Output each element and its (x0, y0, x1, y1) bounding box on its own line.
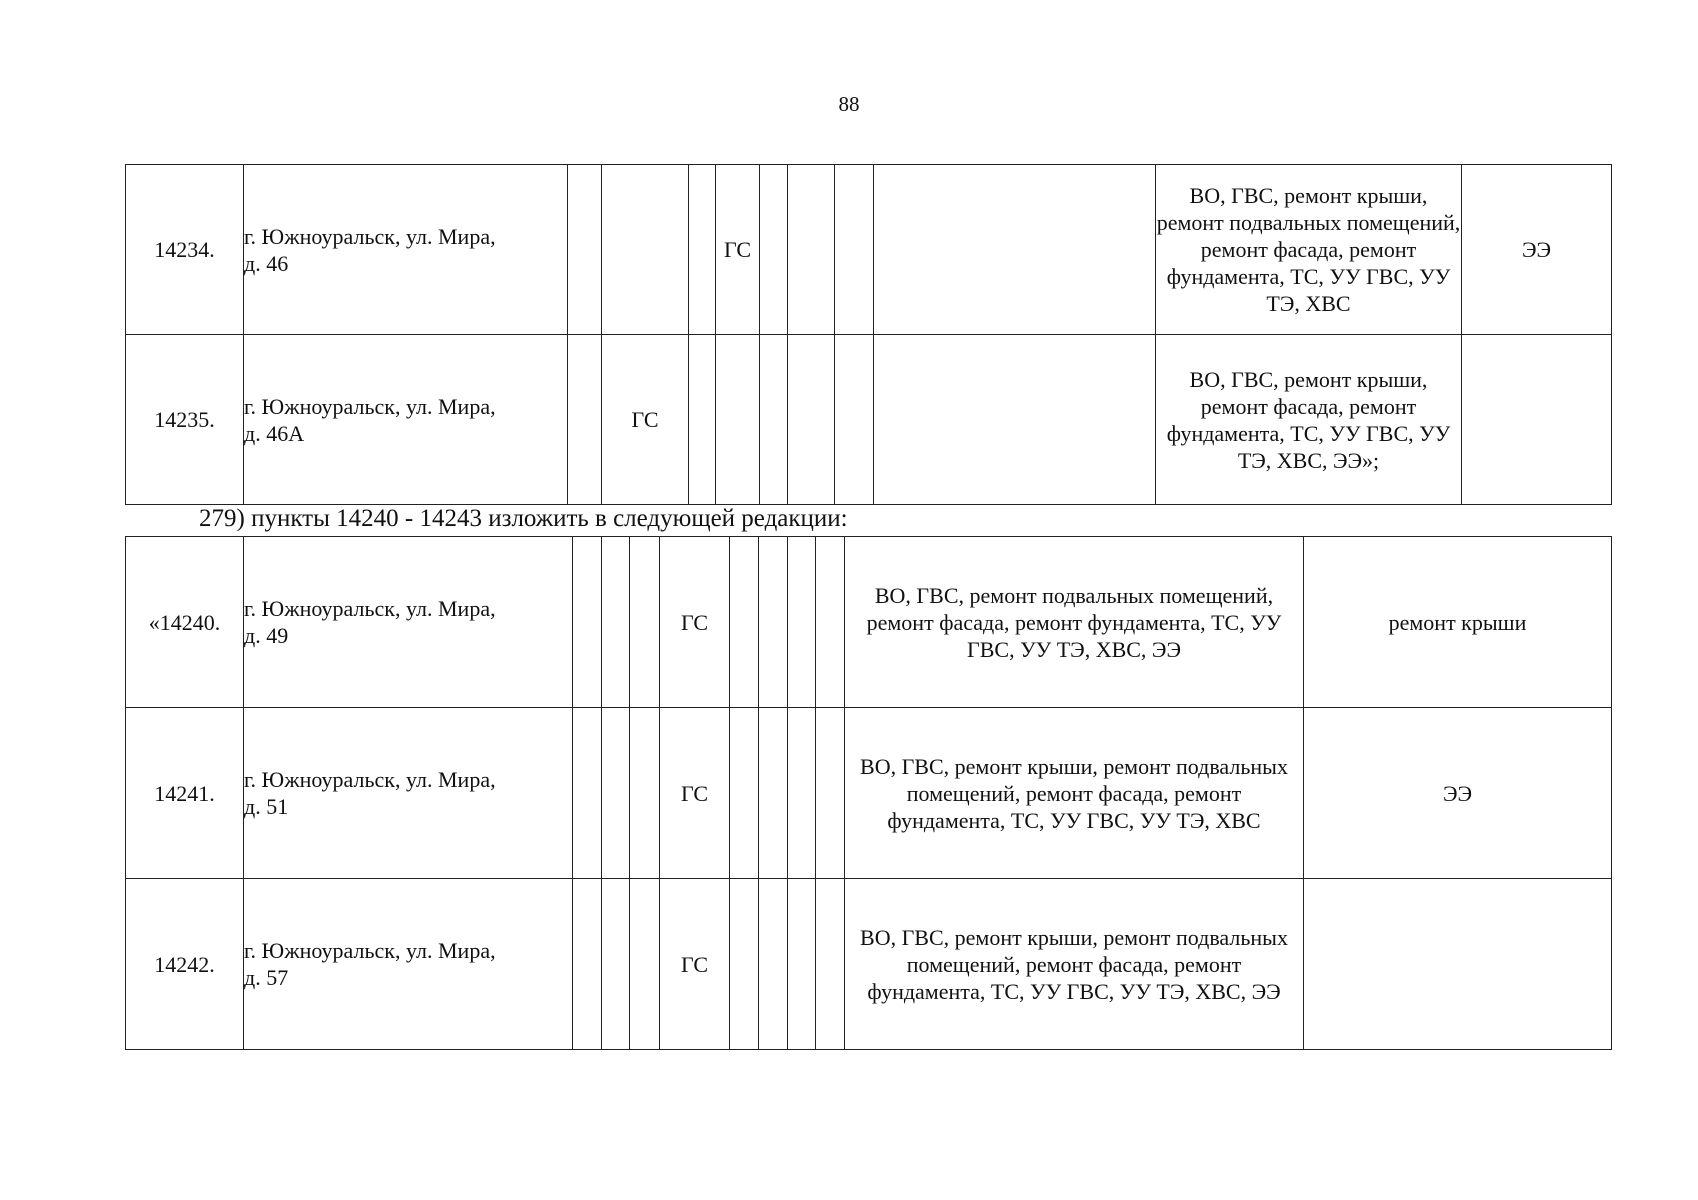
address-street: г. Южноуральск, ул. Мира, (244, 393, 496, 419)
empty-cell (874, 165, 1156, 335)
item-number: 14241. (126, 708, 244, 879)
work-type-mark: ГС (660, 537, 730, 708)
empty-cell (788, 165, 835, 335)
address-house: д. 49 (244, 623, 289, 648)
works-list: ВО, ГВС, ремонт крыши, ремонт подвальных помещений, ремонт фасада, ремонт фундамента, ТС, УУ ГВС, УУ ТЭ, ХВС (1156, 165, 1462, 335)
empty-cell (788, 537, 816, 708)
item-number: 14235. (126, 335, 244, 505)
works-list: ВО, ГВС, ремонт крыши, ремонт подвальных помещений, ремонт фасада, ремонт фундамента, ТС, УУ ГВС, УУ ТЭ, ХВС, ЭЭ (845, 879, 1304, 1050)
empty-cell (730, 879, 759, 1050)
empty-cell (568, 335, 602, 505)
empty-cell (816, 879, 845, 1050)
extra-works: ЭЭ (1462, 165, 1612, 335)
empty-cell (573, 537, 602, 708)
address-cell (244, 879, 573, 1050)
empty-cell (630, 708, 660, 879)
empty-cell (759, 537, 788, 708)
empty-cell (816, 537, 845, 708)
item-number: «14240. (126, 537, 244, 708)
address-street: г. Южноуральск, ул. Мира, (244, 938, 496, 963)
empty-cell (689, 165, 716, 335)
table-row (126, 879, 1612, 1050)
empty-cell (568, 165, 602, 335)
work-type-mark: ГС (660, 708, 730, 879)
address-house: д. 46А (244, 420, 305, 446)
empty-cell (835, 165, 874, 335)
empty-cell (788, 335, 835, 505)
empty-cell (760, 335, 788, 505)
work-type-mark: ГС (602, 335, 689, 505)
works-list: ВО, ГВС, ремонт крыши, ремонт подвальных помещений, ремонт фасада, ремонт фундамента, ТС, УУ ГВС, УУ ТЭ, ХВС (845, 708, 1304, 879)
table-row (126, 335, 1612, 505)
works-list: ВО, ГВС, ремонт крыши, ремонт фасада, ремонт фундамента, ТС, УУ ГВС, УУ ТЭ, ХВС, ЭЭ»; (1156, 335, 1462, 505)
empty-cell (730, 537, 759, 708)
work-type-mark: ГС (716, 165, 760, 335)
empty-cell (602, 879, 630, 1050)
works-list: ВО, ГВС, ремонт подвальных помещений, ремонт фасада, ремонт фундамента, ТС, УУ ГВС, УУ ТЭ, ХВС, ЭЭ (845, 537, 1304, 708)
empty-cell (835, 335, 874, 505)
empty-cell (630, 537, 660, 708)
item-number: 14234. (126, 165, 244, 335)
extra-works (1462, 335, 1612, 505)
empty-cell (689, 335, 716, 505)
empty-cell (759, 879, 788, 1050)
table-row (126, 708, 1612, 879)
address-cell (244, 537, 573, 708)
empty-cell (730, 708, 759, 879)
work-type-mark: ГС (660, 879, 730, 1050)
table-row (126, 165, 1612, 335)
table-items-14240-14242 (125, 536, 1612, 1050)
address-street: г. Южноуральск, ул. Мира, (244, 596, 496, 621)
empty-cell (788, 879, 816, 1050)
table-items-14234-14235 (125, 164, 1612, 505)
address-house: д. 51 (244, 794, 289, 819)
empty-cell (760, 165, 788, 335)
amendment-intro: 279) пункты 14240 - 14243 изложить в следующей редакции: (199, 505, 848, 532)
empty-cell (602, 537, 630, 708)
table-row (126, 537, 1612, 708)
empty-cell (573, 879, 602, 1050)
empty-cell (602, 165, 689, 335)
address-cell (244, 335, 568, 505)
address-cell (244, 165, 568, 335)
extra-works: ремонт крыши (1304, 537, 1612, 708)
address-house: д. 57 (244, 965, 289, 990)
empty-cell (816, 708, 845, 879)
empty-cell (602, 708, 630, 879)
empty-cell (788, 708, 816, 879)
extra-works (1304, 879, 1612, 1050)
empty-cell (716, 335, 760, 505)
address-street: г. Южноуральск, ул. Мира, (244, 767, 496, 792)
empty-cell (874, 335, 1156, 505)
extra-works: ЭЭ (1304, 708, 1612, 879)
address-house: д. 46 (244, 250, 289, 276)
item-number: 14242. (126, 879, 244, 1050)
empty-cell (573, 708, 602, 879)
empty-cell (630, 879, 660, 1050)
address-cell (244, 708, 573, 879)
page-number: 88 (838, 92, 860, 116)
empty-cell (759, 708, 788, 879)
address-street: г. Южноуральск, ул. Мира, (244, 223, 496, 249)
